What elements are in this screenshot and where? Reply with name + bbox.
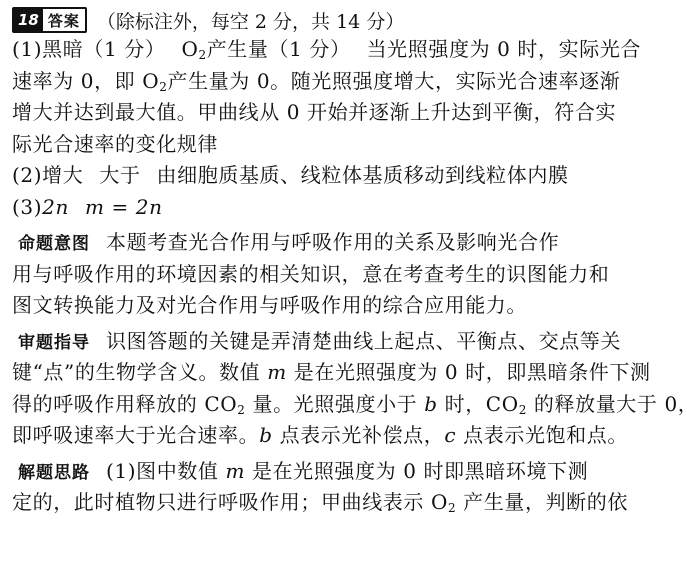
- answer-part-1-line-4: 际光合速率的变化规律: [12, 131, 218, 156]
- answer-part-3: (3)2n m = 2n: [12, 194, 163, 219]
- answer-header: [12, 6, 617, 34]
- answer-part-1-line-2: 速率为 0，即 $O_2$产生量为 0。随光照强度增大，实际光合速率逐渐: [12, 68, 621, 94]
- answer-label: 答案: [47, 11, 80, 30]
- intent-line-2: 用与呼吸作用的环境因素的相关知识，意在考查考生的识图能力和: [12, 261, 610, 286]
- solution-line-1: 解题思路 (1)图中数值 m 是在光照强度为 0 时即黑暗环境下测: [18, 458, 589, 483]
- guide-line-3: 得的呼吸作用释放的 $CO_2$ 量。光照强度小于 b 时，$CO_2$ 的释放量大于 0，: [12, 391, 698, 417]
- intent-tag: 命题意图: [18, 234, 90, 254]
- solution-tag: 解题思路: [18, 462, 90, 483]
- guide-line-1: 审题指导 识图答题的关键是弄清楚曲线上起点、平衡点、交点等关: [18, 328, 621, 353]
- intent-line-3: 图文转换能力及对光合作用与呼吸作用的综合应用能力。: [12, 293, 527, 317]
- answer-part-1-line-3: 增大并达到最大值。甲曲线从 0 开始并逐渐上升达到平衡，符合实: [12, 100, 617, 124]
- answer-part-2: (2)增大 大于 由细胞质基质、线粒体基质移动到线粒体内膜: [12, 163, 569, 187]
- guide-line-4: 即呼吸速率大于光合速率。b 点表示光补偿点，c 点表示光饱和点。: [12, 423, 628, 447]
- scoring-note: （除标注外，每空 2 分，共 14 分）: [96, 10, 405, 33]
- intent-line-1: 命题意图 本题考查光合作用与呼吸作用的关系及影响光合作: [18, 230, 560, 254]
- question-number: 18: [14, 9, 43, 31]
- guide-line-2: 键“点”的生物学含义。数值 m 是在光照强度为 0 时，即黑暗条件下测: [12, 360, 651, 384]
- answer-badge: [12, 7, 87, 33]
- solution-line-2: 定的，此时植物只进行呼吸作用；甲曲线表示 $O_2$ 产生量，判断的依: [12, 490, 628, 515]
- answer-part-1-line-1: (1)黑暗（1 分） $O_2$产生量（1 分） 当光照强度为 0 时，实际光合: [12, 37, 642, 62]
- guide-tag: 审题指导: [18, 332, 90, 353]
